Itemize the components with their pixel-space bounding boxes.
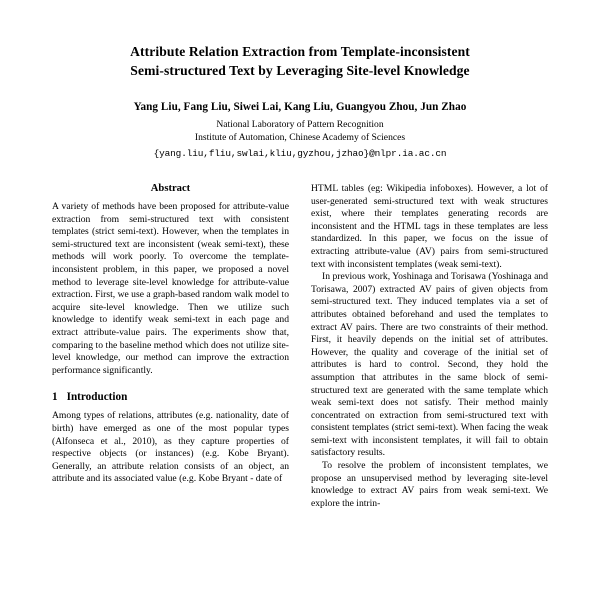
introduction-number: 1 xyxy=(52,391,58,404)
abstract-paragraph: A variety of methods have been proposed for attribute-value extraction from semi-structured text with consistent templates (strict semi-text). However, when the templates in semi-structured text are inconsistent (weak semi-text), these methods will work poorly. To overcome the template-inconsistent problem, in this paper, we proposed a novel method to leverage site-level knowledge for attribute-value extraction. First, we use a graph-based random walk model to acquire site-level knowledge. Then we utilize such knowledge to identify weak semi-text in each page and extract attribute-value pairs. The experiments show that, comparing to the baseline method which does not utilize site-level knowledge, our method can improve the extraction performance significantly. xyxy=(52,201,289,376)
left-column xyxy=(52,183,289,510)
paper-title xyxy=(58,42,542,80)
author-list: Yang Liu, Fang Liu, Siwei Lai, Kang Liu, Guangyou Zhou, Jun Zhao xyxy=(133,101,467,113)
introduction-paragraph-1: Among types of relations, attributes (e.g. nationality, date of birth) have emerged as one of the most popular types (Alfonseca et al., 2010), as they capture properties of respective objects (or instances) (e.g. Kobe Bryant). Generally, an attribute relation consists of an object, an attribute and its associated value (e.g. Kobe Bryant - date of xyxy=(52,410,289,485)
introduction-heading xyxy=(52,391,289,403)
right-paragraph-2: In previous work, Yoshinaga and Torisawa (Yoshinaga and Torisawa, 2007) extracted AV pairs of given objects from semi-structured text. They induced templates via a set of attributes obtained beforehand and used the templates to extract AV pairs. There are two constraints of their method. First, it heavily depends on the initial set of attributes. However, the quality and coverage of the initial set of attributes is hard to control. Second, they hold the assumption that attributes in the same block of semi-structured text are generated with the same template which weak semi-text does not satisfy. Their method mainly concentrated on extraction from semi-structured text with consistent templates (strict semi-text). When facing the weak semi-text with inconsistent templates, it will fail to obtain satisfactory results. xyxy=(311,271,548,459)
author-email: {yang.liu,fliu,swlai,kliu,gyzhou,jzhao}@nlpr.ia.ac.cn xyxy=(153,148,447,159)
paper-title-line-2: Semi-structured Text by Leveraging Site-level Knowledge xyxy=(130,63,470,78)
affiliation-line-2: Institute of Automation, Chinese Academy of Sciences xyxy=(194,132,406,143)
paper-title-line-1: Attribute Relation Extraction from Template-inconsistent xyxy=(130,44,470,59)
abstract-body xyxy=(52,201,289,377)
abstract-heading: Abstract xyxy=(150,183,191,194)
right-paragraph-3: To resolve the problem of inconsistent templates, we propose an unsupervised method by leveraging site-level knowledge to extract AV pairs from weak semi-text. We explore the intrin- xyxy=(311,460,548,509)
affiliation xyxy=(52,118,548,144)
body-columns xyxy=(52,183,548,510)
right-column xyxy=(311,183,548,510)
affiliation-line-1: National Laboratory of Pattern Recognition xyxy=(216,119,384,130)
introduction-title: Introduction xyxy=(66,391,128,404)
right-paragraph-1: HTML tables (eg: Wikipedia infoboxes). However, a lot of user-generated semi-structured text with weak structures exist, where their templates generating records are inconsistent and the HTML tags in these templates are less standardized. In this paper, we focus on the issue of extracting attribute-value (AV) pairs from semi-structured text with inconsistent templates (weak semi-text). xyxy=(311,183,548,270)
